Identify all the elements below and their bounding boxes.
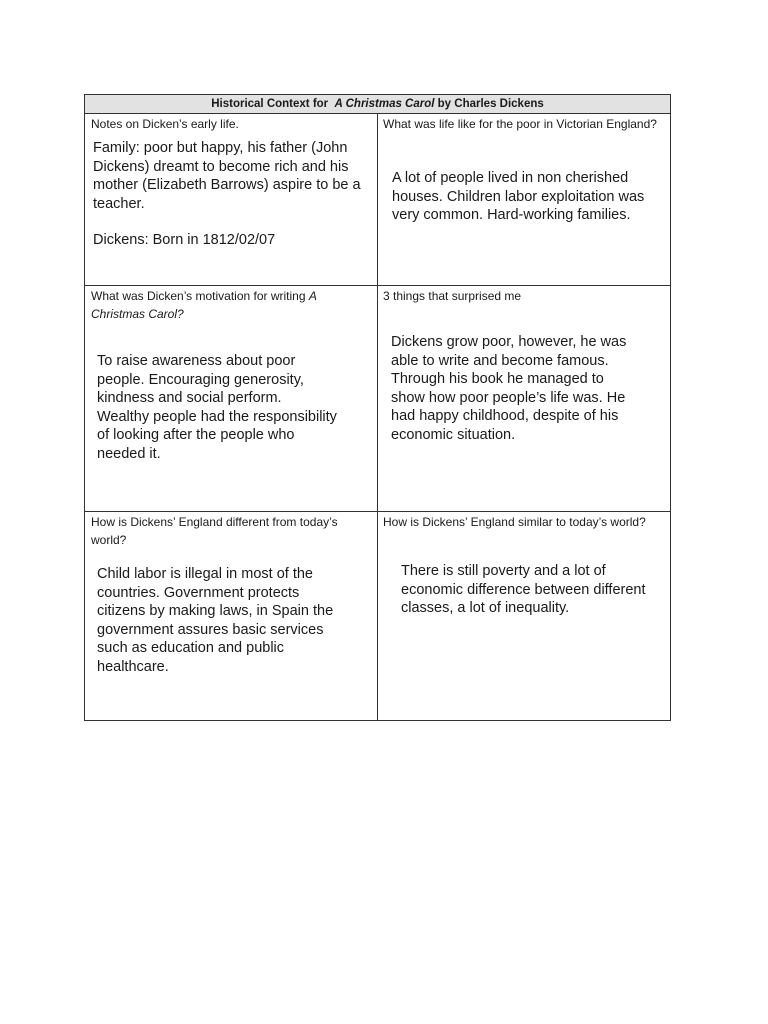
cell-surprised [378,286,670,511]
cell-early-life-question: Notes on Dicken’s early life. [91,117,239,131]
header-prefix: Historical Context for [211,98,329,110]
cell-victorian-poor-answer: A lot of people lived in non cherished houses. Children labor exploitation was very common. Hard-working families. [392,170,645,224]
cell-motivation-answer: To raise awareness about poor people. Encouraging generosity, kindness and social perform. Wealthy people had the responsibility of looking after the people who needed it. [97,353,337,462]
worksheet-table [84,94,671,721]
cell-different-answer: Child labor is illegal in most of the countries. Government protects citizens by making laws, in Spain the government assures basic services such as education and public healthcare. [97,566,334,675]
early-life-birth-note: Dickens: Born in 1812/02/07 [93,232,276,249]
early-life-family-note: Family: poor but happy, his father (John Dickens) dreamt to become rich and his mother (Elizabeth Barrows) aspire to be a teacher. [93,140,361,212]
cell-surprised-question: 3 things that surprised me [383,289,522,303]
cell-victorian-poor [378,114,670,285]
cell-motivation-question [91,287,363,323]
cell-victorian-poor-question: What was life like for the poor in Victorian England? [383,117,657,131]
cell-different [85,512,377,721]
motivation-question-title: A Christmas Carol? [91,289,317,321]
motivation-question-text: What was Dicken’s motivation for writing [91,289,306,303]
cell-early-life-answer [93,139,373,250]
worksheet-header [85,95,670,114]
header-suffix: by Charles Dickens [437,98,544,110]
cell-different-question: How is Dickens’ England different from today’s world? [91,515,338,547]
cell-similar-question: How is Dickens’ England similar to today’s world? [383,515,646,529]
cell-similar [378,512,670,721]
header-book-title: A Christmas Carol [334,98,435,110]
cell-early-life [85,114,377,285]
cell-motivation [85,286,377,511]
cell-similar-answer: There is still poverty and a lot of economic difference between different classes, a lot of inequality. [401,563,646,617]
cell-surprised-answer: Dickens grow poor, however, he was able to write and become famous. Through his book he managed to show how poor people’s life was. He had happy childhood, despite of his economic situation. [391,334,627,443]
